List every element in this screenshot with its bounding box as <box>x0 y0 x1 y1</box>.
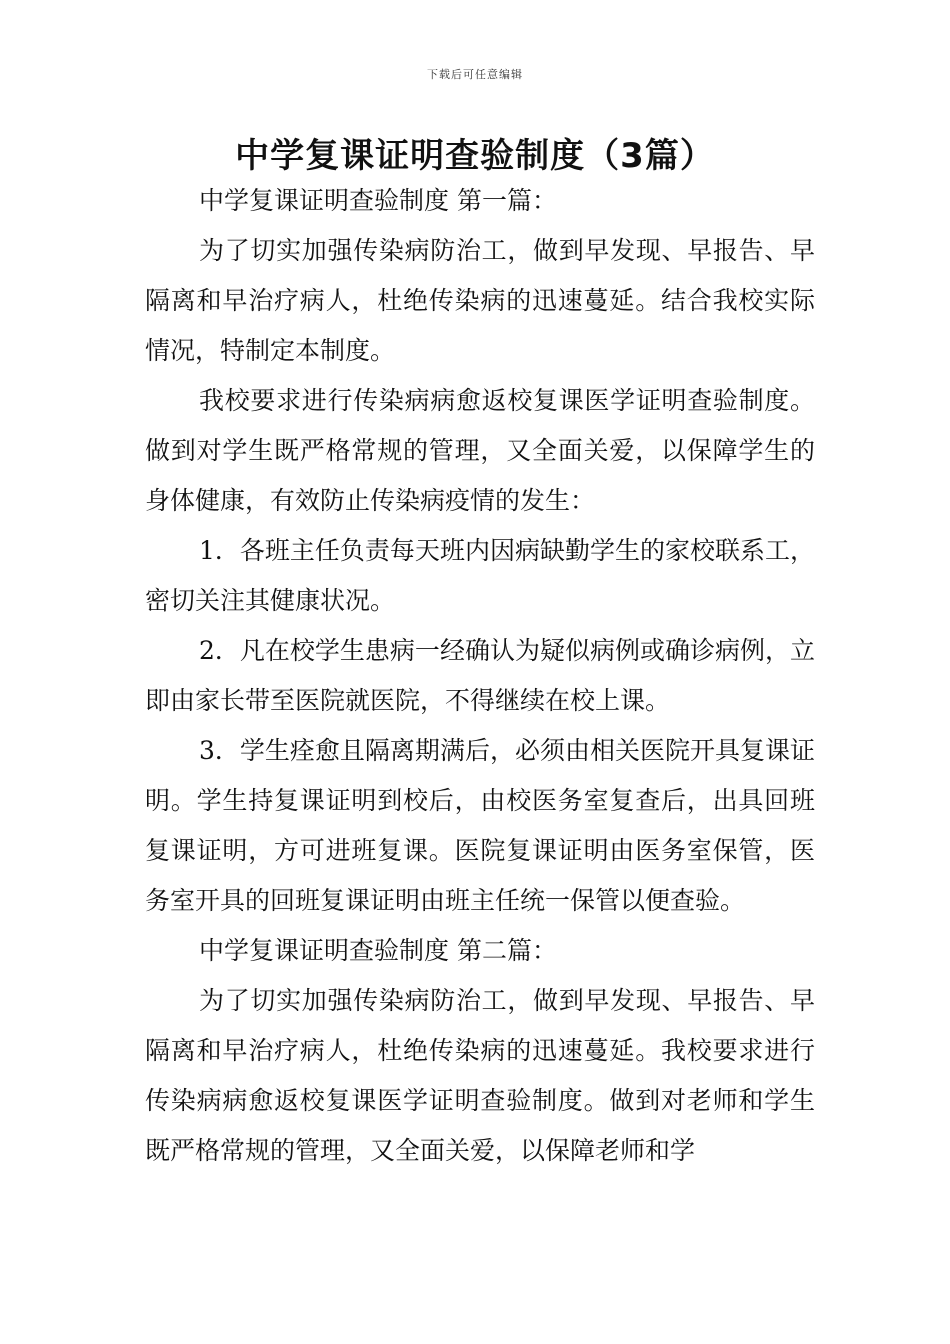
section-heading-2: 中学复课证明查验制度 第二篇： <box>199 936 557 965</box>
paragraph-requirement: 我校要求进行传染病病愈返校复课医学证明查验制度。做到对学生既严格常规的管理，又全面关爱，以保障学生的身体健康，有效防止传染病疫情的发生： <box>145 386 815 515</box>
document-title: 中学复课证明查验制度（3篇） <box>235 136 715 176</box>
section-heading-1: 中学复课证明查验制度 第一篇： <box>199 186 557 215</box>
paragraph-intro-1: 为了切实加强传染病防治工，做到早发现、早报告、早隔离和早治疗病人，杜绝传染病的迅速蔓延。结合我校实际情况，特制定本制度。 <box>145 236 815 365</box>
list-item-3: 3．学生痊愈且隔离期满后，必须由相关医院开具复课证明。学生持复课证明到校后，由校医务室复查后，出具回班复课证明，方可进班复课。医院复课证明由医务室保管，医务室开具的回班复课证明由班主任统一保管以便查验。 <box>145 736 815 915</box>
list-item-2: 2．凡在校学生患病一经确认为疑似病例或确诊病例，立即由家长带至医院就医院，不得继续在校上课。 <box>145 636 815 715</box>
header-note: 下载后可任意编辑 <box>427 68 523 81</box>
list-item-1: 1．各班主任负责每天班内因病缺勤学生的家校联系工，密切关注其健康状况。 <box>145 536 815 615</box>
paragraph-intro-2: 为了切实加强传染病防治工，做到早发现、早报告、早隔离和早治疗病人，杜绝传染病的迅速蔓延。我校要求进行传染病病愈返校复课医学证明查验制度。做到对老师和学生既严格常规的管理，又全面关爱，以保障老师和学 <box>145 986 815 1165</box>
document-body <box>145 176 815 1176</box>
